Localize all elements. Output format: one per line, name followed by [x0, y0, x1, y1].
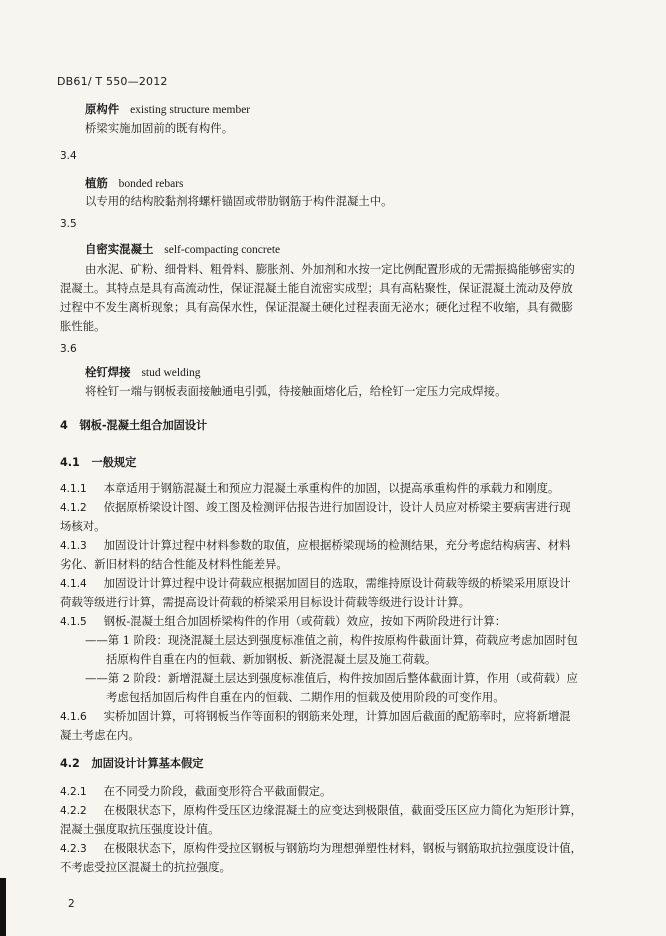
term-entry-original-member	[85, 101, 250, 118]
stage-2-line-cont: 考虑包括加固后构件自重在内的恒载、二期作用的恒载及使用阶段的可变作用。	[106, 690, 505, 704]
clause-number: 4.2.3	[60, 843, 87, 855]
subsection-title: 一般规定	[91, 456, 137, 469]
clause-number: 4.2.2	[60, 805, 87, 817]
term-cn: 原构件	[85, 102, 120, 116]
clause-number: 3.6	[60, 343, 77, 355]
clause-text: 加固设计计算过程中设计荷载应根据加固目的选取，需维持原设计荷载等级的桥梁采用原设计	[103, 576, 571, 590]
subsection-number: 4.1	[60, 456, 80, 469]
clause-number: 4.1.5	[60, 616, 87, 628]
clause-text-cont: 劣化、新旧材料的结合性能及材料性能差异。	[60, 557, 288, 571]
term-entry-stud-welding	[85, 364, 201, 381]
term-definition-line: 过程中不发生离析现象；具有高保水性，保证混凝土硬化过程表面无泌水；硬化过程不收缩，具有微膨	[60, 300, 573, 314]
clause-number: 4.1.3	[60, 540, 87, 552]
subsection-heading	[60, 455, 136, 471]
term-definition: 将栓钉一端与钢板表面接触通电引弧，待接触面熔化后，给栓钉一定压力完成焊接。	[85, 384, 507, 398]
term-cn: 植筋	[85, 176, 108, 190]
clause-4-2-1	[60, 783, 331, 800]
clause-text: 加固设计计算过程中材料参数的取值，应根据桥梁现场的检测结果，充分考虑结构病害、材料	[103, 538, 571, 552]
subsection-title: 加固设计计算基本假定	[91, 757, 204, 770]
stage-1-line: ——第 1 阶段：现浇混凝土层达到强度标准值之前，构件按原构件截面计算，荷载应考虑加固时包	[85, 633, 578, 647]
clause-text-cont: 凝土考虑在内。	[60, 728, 140, 742]
clause-4-1-5	[60, 613, 506, 630]
section-number: 4	[60, 419, 68, 432]
clause-text-cont: 场核对。	[60, 519, 106, 533]
page-number: 2	[68, 898, 75, 910]
clause-number: 4.1.1	[60, 483, 87, 495]
subsection-heading	[60, 756, 203, 772]
stage-2-line: ——第 2 阶段：新增混凝土层达到强度标准值后，构件按加固后整体截面计算，作用（或荷载）应	[85, 671, 578, 685]
term-definition: 桥梁实施加固前的既有构件。	[85, 121, 234, 135]
clause-text-cont: 不考虑受拉区混凝土的抗拉强度。	[60, 860, 231, 874]
term-en: bonded rebars	[118, 178, 184, 190]
clause-text: 在不同受力阶段，截面变形符合平截面假定。	[103, 784, 332, 798]
clause-text: 依据原桥梁设计图、竣工图及检测评估报告进行加固设计，设计人员应对桥梁主要病害进行现	[103, 500, 571, 514]
term-en: stud welding	[141, 367, 201, 379]
clause-number: 3.4	[60, 150, 77, 162]
document-code: DB61/ T 550—2012	[57, 75, 168, 88]
clause-text: 钢板-混凝土组合加固桥梁构件的作用（或荷载）效应，按如下两阶段进行计算：	[103, 614, 507, 628]
clause-4-1-4	[60, 575, 571, 592]
clause-number: 4.1.4	[60, 578, 87, 590]
term-entry-self-compacting	[85, 241, 280, 258]
clause-number: 4.1.6	[60, 711, 87, 723]
term-en: self-compacting concrete	[164, 244, 281, 256]
clause-number: 3.5	[60, 218, 77, 230]
clause-4-1-3	[60, 537, 571, 554]
term-cn: 栓钉焊接	[85, 365, 131, 379]
subsection-number: 4.2	[60, 757, 80, 770]
clause-number: 4.1.2	[60, 502, 87, 514]
term-definition-line: 混凝土。其特点是具有高流动性，保证混凝土能自流密实成型；具有高粘聚性，保证混凝土流动及停放	[60, 281, 573, 295]
clause-text: 本章适用于钢筋混凝土和预应力混凝土承重构件的加固，以提高承重构件的承载力和刚度。	[103, 481, 560, 495]
clause-text: 实桥加固计算，可将钢板当作等面积的钢筋来处理，计算加固后截面的配筋率时，应将新增混	[103, 709, 571, 723]
clause-number: 4.2.1	[60, 786, 87, 798]
clause-text: 在极限状态下，原构件受压区边缘混凝土的应变达到极限值，截面受压区应力简化为矩形计算，	[103, 803, 583, 817]
clause-text-cont: 混凝土强度取抗压强度设计值。	[60, 822, 220, 836]
stage-1-line-cont: 括原构件自重在内的恒载、新加钢板、新浇混凝土层及施工荷载。	[106, 652, 437, 666]
term-cn: 自密实混凝土	[85, 242, 154, 256]
clause-text: 在极限状态下，原构件受拉区钢板与钢筋均为理想弹塑性材料，钢板与钢筋取抗拉强度设计值，	[103, 841, 583, 855]
term-definition-line: 胀性能。	[60, 319, 106, 333]
section-title: 钢板-混凝土组合加固设计	[79, 419, 208, 432]
term-definition: 以专用的结构胶黏剂将螺杆锚固或带肋钢筋于构件混凝土中。	[85, 194, 393, 208]
clause-4-1-2	[60, 499, 571, 516]
clause-text-cont: 荷载等级进行计算，需提高设计荷载的桥梁采用目标设计荷载等级进行设计计算。	[60, 595, 471, 609]
section-heading	[60, 418, 207, 434]
clause-4-1-1	[60, 480, 559, 497]
scan-edge-artifact	[0, 878, 6, 936]
term-definition-line: 由水泥、矿粉、细骨料、粗骨料、膨胀剂、外加剂和水按一定比例配置形成的无需振捣能够密实的	[85, 262, 575, 276]
term-en: existing structure member	[130, 104, 251, 116]
clause-4-2-2	[60, 802, 582, 819]
clause-4-2-3	[60, 840, 582, 857]
term-entry-bonded-rebars	[85, 175, 184, 192]
clause-4-1-6	[60, 708, 571, 725]
